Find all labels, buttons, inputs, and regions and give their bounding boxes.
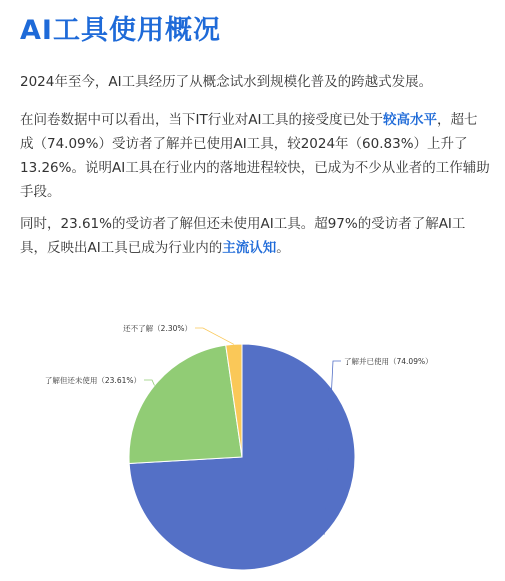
pie-chart bbox=[0, 300, 505, 581]
leader-line bbox=[195, 328, 234, 344]
intro-paragraph bbox=[20, 70, 490, 94]
slice-aware-not-used bbox=[129, 345, 242, 463]
intro-text: 2024年至今，AI工具经历了从概念试水到规模化普及的跨越式发展。 bbox=[20, 74, 433, 90]
awareness-text-a: 同时，23.61%的受访者了解但还未使用AI工具。超97%的受访者了解AI工具，反映出AI工具已成为行业内的 bbox=[20, 216, 466, 256]
acceptance-text-a: 在问卷数据中可以看出，当下IT行业对AI工具的接受度已处于 bbox=[20, 112, 383, 128]
label-aware-not-used: 了解但还未使用（23.61%） bbox=[44, 376, 141, 385]
acceptance-paragraph bbox=[20, 108, 490, 204]
awareness-paragraph bbox=[20, 212, 490, 260]
leader-line bbox=[144, 380, 155, 386]
highlight-high-level: 较高水平 bbox=[382, 112, 437, 128]
acceptance-text-c: ，超七成（74.09%）受访者了解并已使用AI工具，较2024年（60.83%）上升了13.26%。说明AI工具在行业内的落地进程较快，已成为不少从业者的工作辅助手段。 bbox=[20, 112, 490, 200]
label-used: 了解并已使用（74.09%） bbox=[344, 357, 433, 366]
highlight-mainstream: 主流认知 bbox=[222, 240, 277, 256]
awareness-text-c: 。 bbox=[276, 240, 290, 256]
page-title: AI工具使用概况 bbox=[20, 15, 221, 46]
label-unaware: 还不了解（2.30%） bbox=[123, 324, 192, 333]
